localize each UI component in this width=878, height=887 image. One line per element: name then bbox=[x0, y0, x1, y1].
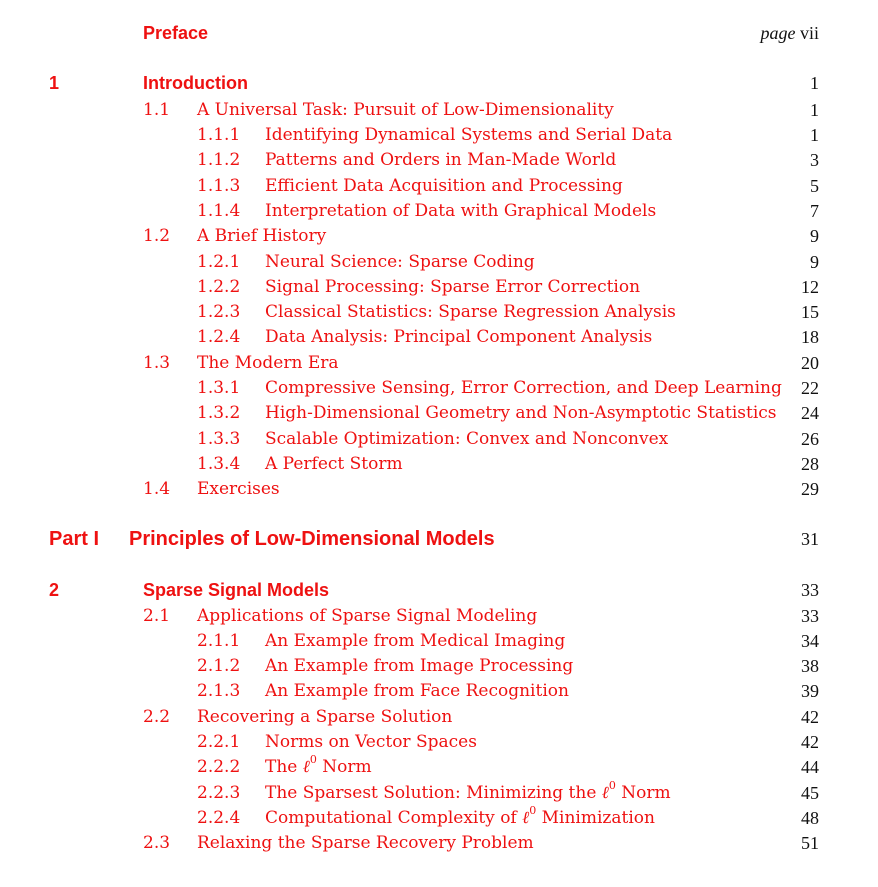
toc-subsection-1-3-1[interactable] bbox=[0, 376, 878, 400]
page-number: 1 bbox=[810, 100, 819, 120]
page-number: 33 bbox=[801, 580, 819, 600]
section-title[interactable]: A Universal Task: Pursuit of Low-Dimensionality bbox=[197, 100, 614, 120]
page-number: 29 bbox=[801, 479, 819, 499]
subsection-number[interactable]: 1.3.1 bbox=[197, 378, 241, 398]
toc-subsection-1-1-4[interactable] bbox=[0, 199, 878, 223]
page-number-preface: page vii bbox=[760, 23, 819, 43]
subsection-title[interactable]: Patterns and Orders in Man-Made World bbox=[265, 150, 617, 170]
toc-part-1[interactable] bbox=[0, 527, 878, 551]
page-number: 1 bbox=[810, 73, 819, 93]
subsection-title[interactable]: Scalable Optimization: Convex and Nonconvex bbox=[265, 429, 669, 449]
subsection-number[interactable]: 2.2.4 bbox=[197, 808, 241, 828]
subsection-title[interactable]: Neural Science: Sparse Coding bbox=[265, 252, 535, 272]
subsection-title[interactable]: High-Dimensional Geometry and Non-Asymptotic Statistics bbox=[265, 403, 777, 423]
page-number: 45 bbox=[801, 783, 819, 803]
subsection-number[interactable]: 2.2.1 bbox=[197, 732, 241, 752]
chapter-number[interactable]: 2 bbox=[49, 580, 60, 600]
subsection-number[interactable]: 1.3.3 bbox=[197, 429, 241, 449]
toc-subsection-1-3-4[interactable] bbox=[0, 452, 878, 476]
page-number: 26 bbox=[801, 429, 819, 449]
section-title[interactable]: Recovering a Sparse Solution bbox=[197, 707, 453, 727]
page-number: 9 bbox=[810, 226, 819, 246]
subsection-title[interactable]: Interpretation of Data with Graphical Models bbox=[265, 201, 657, 221]
page-number: 20 bbox=[801, 353, 819, 373]
toc-subsection-1-2-4[interactable] bbox=[0, 325, 878, 349]
toc-section-1-2[interactable] bbox=[0, 224, 878, 248]
toc-section-2-2[interactable] bbox=[0, 705, 878, 729]
section-number[interactable]: 2.1 bbox=[143, 606, 171, 626]
page-number: 15 bbox=[801, 302, 819, 322]
subsection-title[interactable]: Classical Statistics: Sparse Regression Analysis bbox=[265, 302, 676, 322]
section-number[interactable]: 1.1 bbox=[143, 100, 171, 120]
subsection-title[interactable]: The ℓ$^0$ Norm bbox=[265, 753, 372, 777]
subsection-title[interactable]: Efficient Data Acquisition and Processing bbox=[265, 176, 623, 196]
page-number: 22 bbox=[801, 378, 819, 398]
subsection-number[interactable]: 1.1.2 bbox=[197, 150, 241, 170]
subsection-title[interactable]: Identifying Dynamical Systems and Serial Data bbox=[265, 125, 673, 145]
page-number: 1 bbox=[810, 125, 819, 145]
toc-subsection-1-1-3[interactable] bbox=[0, 174, 878, 198]
subsection-number[interactable]: 1.3.4 bbox=[197, 454, 241, 474]
subsection-title[interactable]: Data Analysis: Principal Component Analysis bbox=[265, 327, 653, 347]
section-number[interactable]: 1.4 bbox=[143, 479, 171, 499]
section-title[interactable]: Applications of Sparse Signal Modeling bbox=[197, 606, 538, 626]
subsection-number[interactable]: 1.2.2 bbox=[197, 277, 241, 297]
chapter-number[interactable]: 1 bbox=[49, 73, 60, 93]
subsection-number[interactable]: 1.2.4 bbox=[197, 327, 241, 347]
page-number: 12 bbox=[801, 277, 819, 297]
subsection-title[interactable]: A Perfect Storm bbox=[265, 454, 403, 474]
page-number: 5 bbox=[810, 176, 819, 196]
section-title[interactable]: A Brief History bbox=[197, 226, 327, 246]
subsection-title[interactable]: Computational Complexity of ℓ$^0$ Minimization bbox=[265, 804, 655, 828]
section-number[interactable]: 1.3 bbox=[143, 353, 171, 373]
subsection-number[interactable]: 2.1.1 bbox=[197, 631, 241, 651]
subsection-number[interactable]: 1.3.2 bbox=[197, 403, 241, 423]
subsection-title[interactable]: Signal Processing: Sparse Error Correction bbox=[265, 277, 641, 297]
section-number[interactable]: 2.3 bbox=[143, 833, 171, 853]
page-number: 38 bbox=[801, 656, 819, 676]
subsection-number[interactable]: 2.2.2 bbox=[197, 757, 241, 777]
subsection-number[interactable]: 2.1.3 bbox=[197, 681, 241, 701]
toc-subsection-2-2-1[interactable] bbox=[0, 730, 878, 754]
subsection-title[interactable]: The Sparsest Solution: Minimizing the ℓ$^0$ Norm bbox=[265, 779, 671, 803]
preface-title[interactable]: Preface bbox=[143, 23, 209, 43]
subsection-number[interactable]: 1.1.3 bbox=[197, 176, 241, 196]
toc-subsection-2-1-1[interactable] bbox=[0, 629, 878, 653]
subsection-number[interactable]: 1.2.1 bbox=[197, 252, 241, 272]
subsection-title[interactable]: An Example from Image Processing bbox=[265, 656, 574, 676]
toc-subsection-2-2-3[interactable] bbox=[0, 781, 878, 805]
toc-subsection-1-3-3[interactable] bbox=[0, 427, 878, 451]
toc-subsection-2-1-2[interactable] bbox=[0, 654, 878, 678]
toc-subsection-2-1-3[interactable] bbox=[0, 679, 878, 703]
toc-entry-preface[interactable] bbox=[0, 21, 878, 45]
section-title[interactable]: Exercises bbox=[197, 479, 280, 499]
chapter-title[interactable]: Introduction bbox=[143, 73, 248, 93]
subsection-title[interactable]: An Example from Face Recognition bbox=[265, 681, 569, 701]
toc-subsection-2-2-4[interactable] bbox=[0, 806, 878, 830]
toc-subsection-1-1-1[interactable] bbox=[0, 123, 878, 147]
subsection-title[interactable]: An Example from Medical Imaging bbox=[265, 631, 566, 651]
toc-section-2-1[interactable] bbox=[0, 604, 878, 628]
page-number: 7 bbox=[810, 201, 819, 221]
toc-subsection-1-2-1[interactable] bbox=[0, 250, 878, 274]
subsection-number[interactable]: 2.2.3 bbox=[197, 783, 241, 803]
subsection-number[interactable]: 2.1.2 bbox=[197, 656, 241, 676]
toc-subsection-1-2-3[interactable] bbox=[0, 300, 878, 324]
page-number: 3 bbox=[810, 150, 819, 170]
part-title[interactable]: Principles of Low-Dimensional Models bbox=[129, 528, 495, 550]
toc-chapter-2[interactable] bbox=[0, 578, 878, 602]
page-number: 48 bbox=[801, 808, 819, 828]
subsection-number[interactable]: 1.1.4 bbox=[197, 201, 241, 221]
toc-subsection-1-1-2[interactable] bbox=[0, 148, 878, 172]
page-number: 31 bbox=[801, 529, 819, 549]
subsection-title[interactable]: Compressive Sensing, Error Correction, and Deep Learning bbox=[265, 378, 782, 398]
page-number: 33 bbox=[801, 606, 819, 626]
page-number: 9 bbox=[810, 252, 819, 272]
subsection-title[interactable]: Norms on Vector Spaces bbox=[265, 732, 477, 752]
section-title[interactable]: The Modern Era bbox=[197, 353, 339, 373]
page-number: 42 bbox=[801, 707, 819, 727]
toc-subsection-2-2-2[interactable] bbox=[0, 755, 878, 779]
part-label[interactable]: Part I bbox=[49, 528, 100, 550]
chapter-title[interactable]: Sparse Signal Models bbox=[143, 580, 330, 600]
page-number: 44 bbox=[801, 757, 819, 777]
toc-subsection-1-3-2[interactable] bbox=[0, 401, 878, 425]
toc-chapter-1[interactable] bbox=[0, 71, 878, 95]
toc-section-1-1[interactable] bbox=[0, 98, 878, 122]
toc-section-2-3[interactable] bbox=[0, 831, 878, 855]
page-number: 24 bbox=[801, 403, 819, 423]
page-number: 28 bbox=[801, 454, 819, 474]
section-number[interactable]: 1.2 bbox=[143, 226, 171, 246]
section-number[interactable]: 2.2 bbox=[143, 707, 171, 727]
page-number: 18 bbox=[801, 327, 819, 347]
page-number: 34 bbox=[801, 631, 819, 651]
page-number: 42 bbox=[801, 732, 819, 752]
subsection-number[interactable]: 1.1.1 bbox=[197, 125, 241, 145]
section-title[interactable]: Relaxing the Sparse Recovery Problem bbox=[197, 833, 534, 853]
subsection-number[interactable]: 1.2.3 bbox=[197, 302, 241, 322]
toc-subsection-1-2-2[interactable] bbox=[0, 275, 878, 299]
page-number: 39 bbox=[801, 681, 819, 701]
page-number: 51 bbox=[801, 833, 819, 853]
toc-section-1-3[interactable] bbox=[0, 351, 878, 375]
toc-section-1-4[interactable] bbox=[0, 477, 878, 501]
